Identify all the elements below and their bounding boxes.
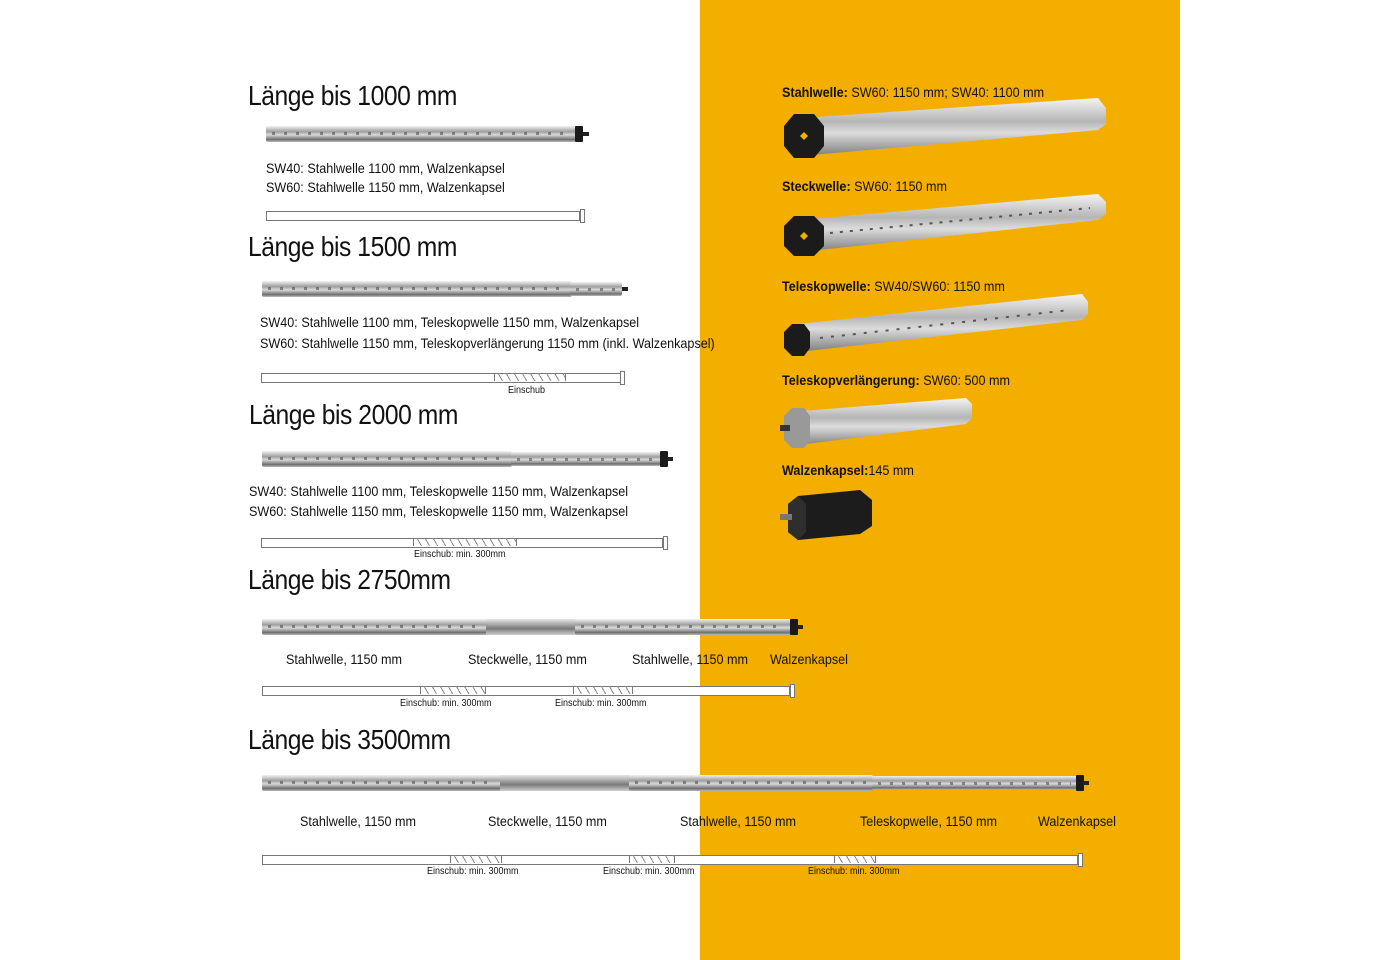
steckwelle-image [486, 619, 576, 635]
einschub-label: Einschub: min. 300mm [400, 698, 492, 709]
section-heading-1500: Länge bis 1500 mm [248, 231, 457, 262]
part-label: Stahlwelle, 1150 mm [286, 651, 403, 667]
steckwelle-image [500, 775, 630, 791]
einschub-zone [450, 855, 502, 863]
spec-line: SW60: Stahlwelle 1150 mm, Teleskopverlängerung 1150 mm (inkl. Walzenkapsel) [260, 335, 715, 351]
einschub-label: Einschub [508, 385, 546, 396]
einschub-zone [834, 855, 876, 863]
part-label: Stahlwelle, 1150 mm [300, 813, 417, 829]
part-label: Walzenkapsel [1038, 813, 1116, 829]
outline-end [790, 684, 795, 698]
cap-pin [1083, 781, 1089, 785]
einschub-label: Einschub: min. 300mm [603, 866, 695, 877]
shaft-outline [261, 373, 621, 383]
shaft-image [262, 619, 488, 635]
part-label: Stahlwelle, 1150 mm [632, 651, 749, 667]
product-title-teleskopwelle: Teleskopwelle: SW40/SW60: 1150 mm [782, 278, 1005, 294]
shaft-image [262, 775, 502, 791]
shaft-image [629, 775, 873, 791]
spec-line: SW60: Stahlwelle 1150 mm, Walzenkapsel [266, 179, 505, 195]
outline-end [663, 536, 668, 550]
outline-end [580, 209, 585, 223]
part-label: Steckwelle, 1150 mm [488, 813, 607, 829]
einschub-label: Einschub: min. 300mm [427, 866, 519, 877]
spec-line: SW60: Stahlwelle 1150 mm, Teleskopwelle 1150 mm, Walzenkapsel [249, 503, 629, 519]
product-title-stahlwelle: Stahlwelle: SW60: 1150 mm; SW40: 1100 mm [782, 84, 1045, 100]
section-heading-3500: Länge bis 3500mm [248, 724, 451, 755]
einschub-zone [413, 538, 517, 546]
shaft-image [262, 451, 512, 467]
teleskopverlaengerung-product-image [780, 392, 980, 454]
einschub-zone [629, 855, 675, 863]
einschub-zone [573, 686, 633, 694]
section-heading-2000: Länge bis 2000 mm [249, 399, 458, 430]
section-heading-1000: Länge bis 1000 mm [248, 80, 457, 111]
einschub-label: Einschub: min. 300mm [414, 549, 506, 560]
spec-line: SW40: Stahlwelle 1100 mm, Teleskopwelle 1150 mm, Walzenkapsel [249, 483, 629, 499]
cap-pin [797, 625, 803, 629]
einschub-label: Einschub: min. 300mm [555, 698, 647, 709]
walzenkapsel-cap [575, 126, 583, 142]
walzenkapsel-product-image [780, 488, 880, 546]
section-heading-2750: Länge bis 2750mm [248, 564, 451, 595]
spec-line: SW40: Stahlwelle 1100 mm, Walzenkapsel [266, 160, 505, 176]
cap-pin [583, 132, 589, 136]
part-label: Walzenkapsel [770, 651, 848, 667]
part-label: Steckwelle, 1150 mm [468, 651, 587, 667]
outline-end [620, 371, 625, 385]
product-title-teleskopverlaengerung: Teleskopverlängerung: SW60: 500 mm [782, 372, 1011, 388]
einschub-label: Einschub: min. 300mm [808, 866, 900, 877]
outline-end [1078, 853, 1083, 867]
cap-pin [622, 287, 628, 291]
shaft-outline [262, 686, 790, 696]
stahlwelle-product-image [780, 96, 1110, 166]
product-title-steckwelle: Steckwelle: SW60: 1150 mm [782, 178, 948, 194]
einschub-zone [494, 373, 566, 381]
shaft-image [262, 281, 572, 297]
shaft-outline [266, 211, 580, 221]
telescope-shaft-image [872, 776, 1077, 790]
steckwelle-product-image [780, 190, 1110, 260]
cap-pin [667, 457, 673, 461]
teleskopwelle-product-image [780, 290, 1100, 362]
telescope-shaft-image [570, 282, 622, 296]
part-label: Teleskopwelle, 1150 mm [860, 813, 998, 829]
shaft-image [266, 126, 576, 142]
part-label: Stahlwelle, 1150 mm [680, 813, 797, 829]
telescope-shaft-image [511, 452, 661, 466]
shaft-image [575, 619, 791, 635]
product-title-walzenkapsel: Walzenkapsel:145 mm [782, 462, 914, 478]
einschub-zone [420, 686, 486, 694]
spec-line: SW40: Stahlwelle 1100 mm, Teleskopwelle 1150 mm, Walzenkapsel [260, 314, 640, 330]
